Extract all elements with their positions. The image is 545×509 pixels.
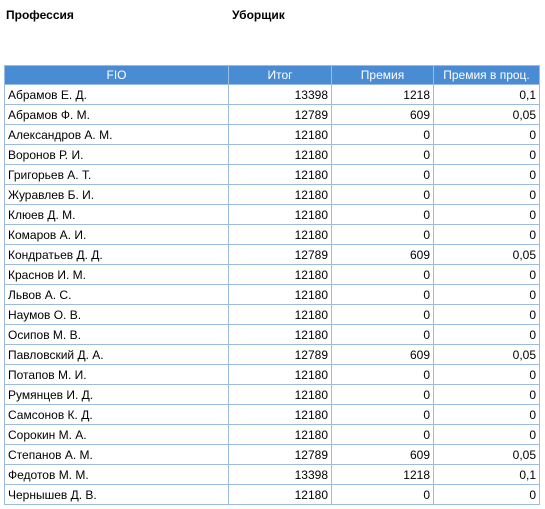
cell-bonus[interactable]: 0 — [332, 185, 434, 205]
cell-total[interactable]: 12789 — [229, 105, 332, 125]
cell-fio[interactable]: Комаров А. И. — [5, 225, 229, 245]
table-row — [5, 365, 540, 385]
cell-bonus[interactable]: 0 — [332, 225, 434, 245]
table-row — [5, 385, 540, 405]
cell-total[interactable]: 12789 — [229, 445, 332, 465]
cell-bonus-percent[interactable]: 0 — [434, 185, 540, 205]
cell-bonus[interactable]: 609 — [332, 245, 434, 265]
profession-value: Уборщик — [232, 8, 285, 22]
table-row — [5, 185, 540, 205]
cell-fio[interactable]: Чернышев Д. В. — [5, 485, 229, 505]
cell-bonus[interactable]: 609 — [332, 105, 434, 125]
cell-fio[interactable]: Александров А. М. — [5, 125, 229, 145]
cell-fio[interactable]: Журавлев Б. И. — [5, 185, 229, 205]
table-row — [5, 85, 540, 105]
cell-bonus[interactable]: 0 — [332, 125, 434, 145]
cell-total[interactable]: 12180 — [229, 205, 332, 225]
cell-total[interactable]: 12180 — [229, 405, 332, 425]
cell-bonus[interactable]: 0 — [332, 405, 434, 425]
cell-total[interactable]: 13398 — [229, 85, 332, 105]
table-row — [5, 225, 540, 245]
cell-bonus[interactable]: 0 — [332, 425, 434, 445]
cell-bonus-percent[interactable]: 0,05 — [434, 105, 540, 125]
cell-total[interactable]: 12180 — [229, 325, 332, 345]
cell-fio[interactable]: Абрамов Е. Д. — [5, 85, 229, 105]
cell-bonus-percent[interactable]: 0 — [434, 385, 540, 405]
column-header-bonus[interactable]: Премия — [332, 66, 434, 85]
cell-total[interactable]: 12180 — [229, 165, 332, 185]
cell-bonus-percent[interactable]: 0 — [434, 265, 540, 285]
cell-fio[interactable]: Воронов Р. И. — [5, 145, 229, 165]
table-row — [5, 165, 540, 185]
cell-total[interactable]: 12789 — [229, 245, 332, 265]
table-row — [5, 305, 540, 325]
employee-table — [4, 65, 540, 505]
cell-total[interactable]: 12180 — [229, 485, 332, 505]
cell-total[interactable]: 12180 — [229, 285, 332, 305]
table-header-row — [5, 66, 540, 85]
table-row — [5, 405, 540, 425]
column-header-bonus-percent[interactable]: Премия в проц. — [434, 66, 540, 85]
cell-fio[interactable]: Кондратьев Д. Д. — [5, 245, 229, 265]
cell-fio[interactable]: Сорокин М. А. — [5, 425, 229, 445]
column-header-total[interactable]: Итог — [229, 66, 332, 85]
cell-bonus-percent[interactable]: 0 — [434, 225, 540, 245]
table-row — [5, 245, 540, 265]
cell-total[interactable]: 12180 — [229, 425, 332, 445]
cell-fio[interactable]: Румянцев И. Д. — [5, 385, 229, 405]
cell-bonus[interactable]: 1218 — [332, 85, 434, 105]
column-header-fio[interactable]: FIO — [5, 66, 229, 85]
cell-bonus[interactable]: 0 — [332, 385, 434, 405]
cell-bonus-percent[interactable]: 0 — [434, 165, 540, 185]
cell-fio[interactable]: Потапов М. И. — [5, 365, 229, 385]
cell-bonus[interactable]: 0 — [332, 165, 434, 185]
cell-bonus-percent[interactable]: 0 — [434, 145, 540, 165]
cell-fio[interactable]: Степанов А. М. — [5, 445, 229, 465]
cell-bonus[interactable]: 0 — [332, 485, 434, 505]
cell-bonus[interactable]: 0 — [332, 145, 434, 165]
cell-bonus-percent[interactable]: 0 — [434, 485, 540, 505]
cell-bonus-percent[interactable]: 0,1 — [434, 465, 540, 485]
cell-bonus[interactable]: 0 — [332, 205, 434, 225]
cell-bonus-percent[interactable]: 0 — [434, 325, 540, 345]
cell-bonus[interactable]: 1218 — [332, 465, 434, 485]
cell-bonus-percent[interactable]: 0 — [434, 425, 540, 445]
cell-fio[interactable]: Краснов И. М. — [5, 265, 229, 285]
cell-fio[interactable]: Абрамов Ф. М. — [5, 105, 229, 125]
cell-total[interactable]: 12180 — [229, 365, 332, 385]
cell-bonus[interactable]: 0 — [332, 305, 434, 325]
cell-bonus-percent[interactable]: 0,05 — [434, 345, 540, 365]
cell-bonus[interactable]: 0 — [332, 325, 434, 345]
table-row — [5, 145, 540, 165]
cell-bonus-percent[interactable]: 0 — [434, 405, 540, 425]
cell-bonus-percent[interactable]: 0,05 — [434, 245, 540, 265]
cell-total[interactable]: 13398 — [229, 465, 332, 485]
cell-bonus[interactable]: 609 — [332, 345, 434, 365]
cell-total[interactable]: 12180 — [229, 125, 332, 145]
cell-fio[interactable]: Павловский Д. А. — [5, 345, 229, 365]
cell-total[interactable]: 12180 — [229, 145, 332, 165]
cell-fio[interactable]: Самсонов К. Д. — [5, 405, 229, 425]
table-row — [5, 265, 540, 285]
cell-fio[interactable]: Клюев Д. М. — [5, 205, 229, 225]
table-row — [5, 285, 540, 305]
table-row — [5, 345, 540, 365]
cell-bonus[interactable]: 0 — [332, 365, 434, 385]
table-row — [5, 205, 540, 225]
table-row — [5, 425, 540, 445]
cell-fio[interactable]: Наумов О. В. — [5, 305, 229, 325]
table-row — [5, 465, 540, 485]
cell-fio[interactable]: Осипов М. В. — [5, 325, 229, 345]
cell-total[interactable]: 12180 — [229, 225, 332, 245]
cell-bonus-percent[interactable]: 0 — [434, 305, 540, 325]
cell-total[interactable]: 12180 — [229, 305, 332, 325]
cell-bonus-percent[interactable]: 0 — [434, 285, 540, 305]
cell-total[interactable]: 12180 — [229, 385, 332, 405]
cell-fio[interactable]: Львов А. С. — [5, 285, 229, 305]
table-body — [5, 85, 540, 505]
cell-bonus-percent[interactable]: 0 — [434, 125, 540, 145]
profession-label: Профессия — [6, 8, 74, 22]
cell-fio[interactable]: Григорьев А. Т. — [5, 165, 229, 185]
cell-bonus[interactable]: 0 — [332, 285, 434, 305]
cell-bonus-percent[interactable]: 0 — [434, 205, 540, 225]
cell-bonus-percent[interactable]: 0,05 — [434, 445, 540, 465]
cell-bonus-percent[interactable]: 0 — [434, 365, 540, 385]
cell-bonus[interactable]: 609 — [332, 445, 434, 465]
cell-total[interactable]: 12789 — [229, 345, 332, 365]
table-row — [5, 445, 540, 465]
cell-total[interactable]: 12180 — [229, 265, 332, 285]
table-row — [5, 105, 540, 125]
cell-fio[interactable]: Федотов М. М. — [5, 465, 229, 485]
table-row — [5, 125, 540, 145]
cell-total[interactable]: 12180 — [229, 185, 332, 205]
table-row — [5, 485, 540, 505]
table-row — [5, 325, 540, 345]
cell-bonus[interactable]: 0 — [332, 265, 434, 285]
cell-bonus-percent[interactable]: 0,1 — [434, 85, 540, 105]
